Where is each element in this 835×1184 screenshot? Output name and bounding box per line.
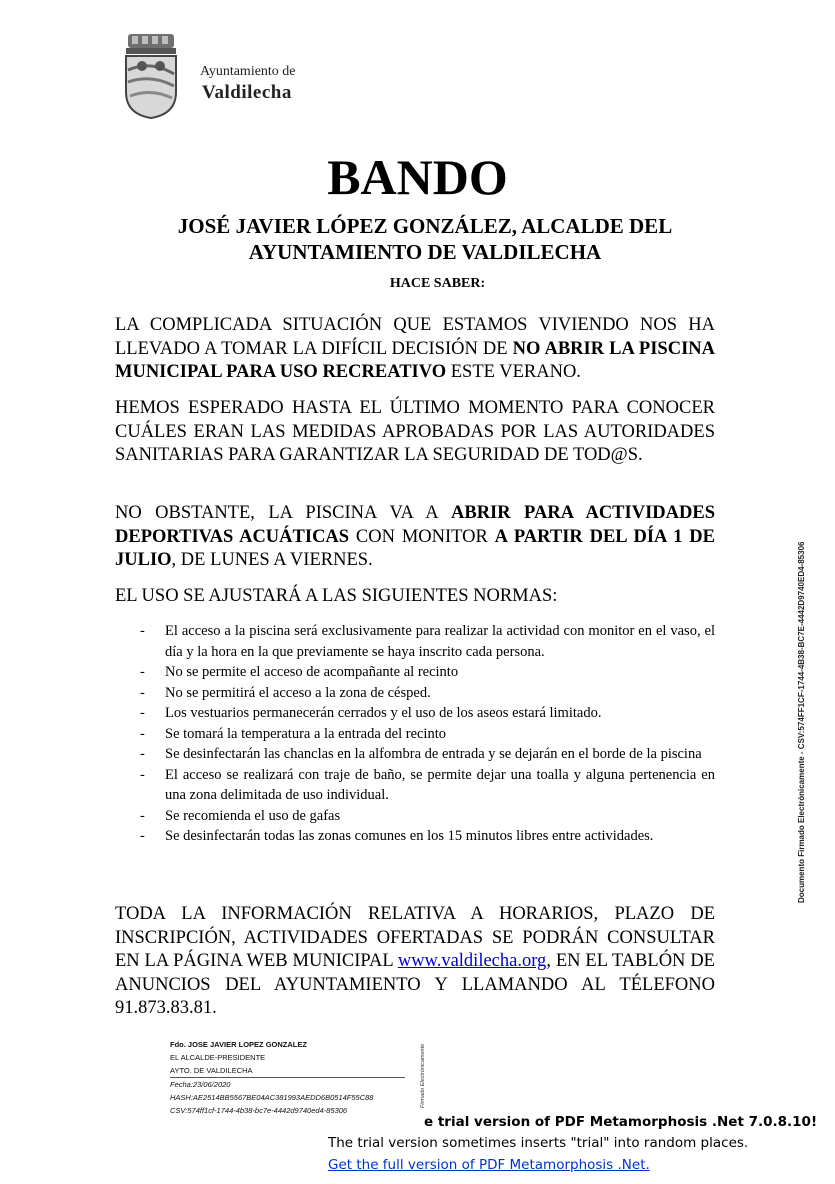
signer-role: EL ALCALDE-PRESIDENTE [170, 1053, 266, 1062]
subtitle [100, 213, 750, 265]
signature-vertical-label: Firmado Electrónicamente [420, 1043, 426, 1108]
list-item [140, 806, 715, 827]
trial-notice-title: e trial version of PDF Metamorphosis .Net 7.0.8.10! [424, 1114, 818, 1130]
list-item [140, 683, 715, 704]
paragraph-bold: NO ABRIR LA PISCINA MUNICIPAL PARA USO RECREATIVO [115, 338, 715, 382]
list-item [140, 765, 715, 806]
rule-text: Se desinfectarán las chanclas en la alfombra de entrada y se dejarán en el borde de la piscina [165, 746, 702, 762]
electronic-signature-note: Documento Firmado Electrónicamente - CSV:574FF1CF-1744-4B38-BC7E-4442D9740ED4-85306 [797, 541, 806, 903]
signer-org: AYTO. DE VALDILECHA [170, 1064, 405, 1078]
bullet-dash: - [140, 828, 145, 844]
paragraph-text: ESTE VERANO. [446, 362, 581, 382]
paragraph-text: CON MONITOR [349, 526, 495, 547]
paragraph-info [115, 903, 715, 1021]
paragraph-pool-closure [115, 314, 715, 385]
trial-notice-text: The trial version sometimes inserts "trial" into random places. [328, 1135, 749, 1151]
signature-block [170, 1038, 410, 1117]
list-item [140, 724, 715, 745]
paragraph-text: LA COMPLICADA SITUACIÓN QUE ESTAMOS VIVIENDO NOS HA LLEVADO A TOMAR LA DIFÍCIL DECISIÓN DE [115, 315, 715, 359]
rule-text: Los vestuarios permanecerán cerrados y el uso de los aseos estará limitado. [165, 705, 602, 721]
list-item [140, 826, 715, 847]
hace-saber-heading: HACE SABER: [389, 276, 486, 291]
page-title: BANDO [327, 149, 508, 205]
paragraph-waited: HEMOS ESPERADO HASTA EL ÚLTIMO MOMENTO PARA CONOCER CUÁLES ERAN LAS MEDIDAS APROBADAS POR LAS AUTORIDADES SANITARIAS PARA GARANTIZAR LA SEGURIDAD DE TOD@S. [115, 398, 715, 465]
trial-full-version-link[interactable]: Get the full version of PDF Metamorphosis .Net. [328, 1157, 650, 1173]
rule-text: No se permite el acceso de acompañante al recinto [165, 664, 459, 680]
bullet-dash: - [140, 746, 145, 762]
bullet-dash: - [140, 807, 145, 824]
bullet-dash: - [140, 623, 145, 639]
subtitle-line: AYUNTAMIENTO DE VALDILECHA [248, 240, 602, 264]
rule-text: Se recomienda el uso de gafas [165, 807, 341, 824]
signature-date: Fecha:23/06/2020 [170, 1080, 231, 1089]
signature-hash: HASH:AE2514BB5567BE04AC381993AEDD6B0514F55C88 [170, 1093, 374, 1102]
list-item [140, 621, 715, 662]
subtitle-line: JOSÉ JAVIER LÓPEZ GONZÁLEZ, ALCALDE DEL [177, 214, 673, 238]
list-item [140, 744, 715, 765]
org-name-line2: Valdilecha [202, 82, 292, 103]
rule-text: Se tomará la temperatura a la entrada del recinto [165, 725, 446, 742]
paragraph-sports-activities [115, 502, 715, 573]
bullet-dash: - [140, 664, 145, 680]
rule-text: No se permitirá el acceso a la zona de césped. [165, 684, 431, 701]
paragraph-text: TODA LA INFORMACIÓN RELATIVA A HORARIOS, PLAZO DE INSCRIPCIÓN, ACTIVIDADES OFERTADAS SE PODRÁN CONSULTAR EN LA PÁGINA WEB MUNICIPAL [115, 904, 715, 971]
rules-list [140, 621, 715, 847]
paragraph-bold: A PARTIR DEL DÍA 1 DE JULIO [115, 526, 715, 570]
paragraph-text: , EN EL TABLÓN DE ANUNCIOS DEL AYUNTAMIENTO Y LLAMANDO AL TÉLEFONO 91.873.83.81. [115, 951, 715, 1018]
coat-of-arms-icon [120, 30, 182, 120]
bullet-dash: - [140, 766, 145, 783]
signer-name: Fdo. JOSE JAVIER LOPEZ GONZALEZ [170, 1040, 307, 1049]
paragraph-text: NO OBSTANTE, LA PISCINA VA A [115, 503, 451, 523]
bullet-dash: - [140, 725, 145, 742]
paragraph-text: , DE LUNES A VIERNES. [171, 550, 373, 570]
rule-text: El acceso se realizará con traje de baño, se permite dejar una toalla y alguna pertenencia en una zona delimitada de uso individual. [165, 766, 715, 803]
signature-csv: CSV:574ff1cf-1744-4b38-bc7e-4442d9740ed4-85306 [170, 1106, 348, 1115]
list-item [140, 703, 715, 724]
bullet-dash: - [140, 684, 145, 701]
list-item [140, 662, 715, 683]
paragraph-bold: ABRIR PARA ACTIVIDADES DEPORTIVAS ACUÁTICAS [115, 503, 715, 547]
rule-text: El acceso a la piscina será exclusivamente para realizar la actividad con monitor en el vaso, el día y la hora en la que previamente se haya inscrito cada persona. [165, 623, 715, 660]
bullet-dash: - [140, 705, 145, 721]
org-name-line1: Ayuntamiento de [200, 64, 296, 79]
municipal-logo [118, 28, 323, 138]
paragraph-rules-intro: EL USO SE AJUSTARÁ A LAS SIGUIENTES NORMAS: [115, 586, 558, 606]
rule-text: Se desinfectarán todas las zonas comunes en los 15 minutos libres entre actividades. [165, 828, 654, 844]
website-link[interactable]: www.valdilecha.org [397, 951, 547, 971]
